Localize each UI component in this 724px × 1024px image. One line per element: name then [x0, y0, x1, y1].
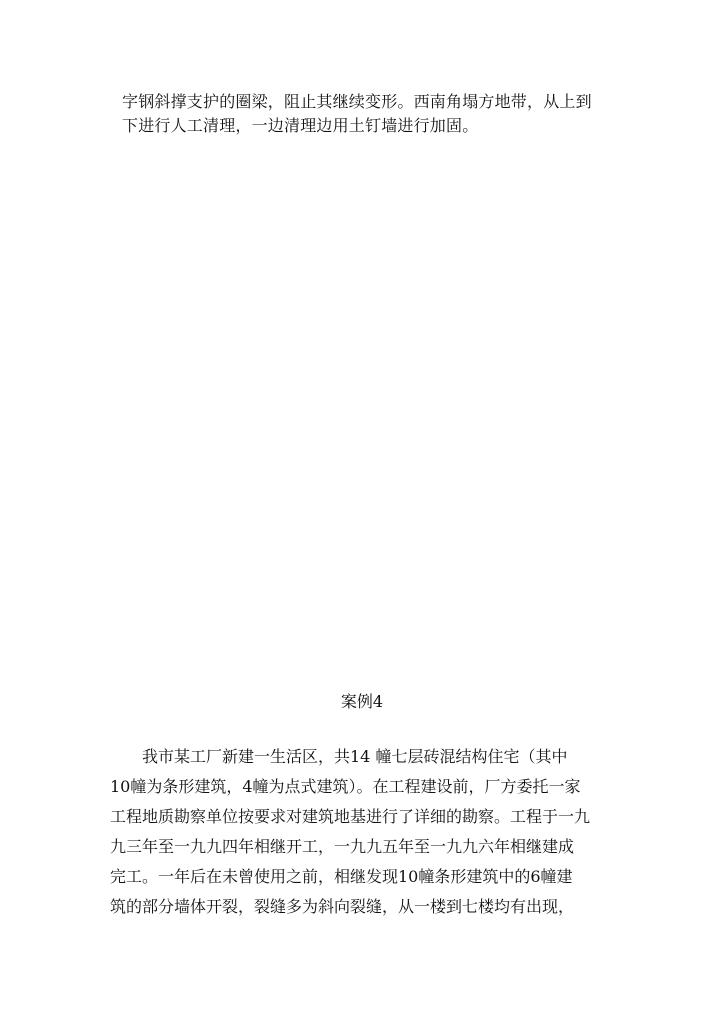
- continued-paragraph: [122, 90, 622, 138]
- paragraph-line: 我市某工厂新建一生活区，共14 幢七层砖混结构住宅（其中: [110, 747, 568, 766]
- paragraph-line: 下进行人工清理，一边清理边用土钉墙进行加固。: [122, 116, 479, 135]
- paragraph-line: 完工。一年后在未曾使用之前，相继发现10幢条形建筑中的6幢建: [110, 867, 573, 886]
- paragraph-line: 10幢为条形建筑，4幢为点式建筑）。在工程建设前，厂方委托一家: [110, 777, 581, 796]
- paragraph-line: 字钢斜撑支护的圈梁，阻止其继续变形。西南角塌方地带，从上到: [122, 92, 592, 111]
- case-heading: 案例4: [340, 692, 384, 711]
- paragraph-line: 工程地质勘察单位按要求对建筑地基进行了详细的勘察。工程于一九: [110, 807, 591, 826]
- paragraph-line: 九三年至一九九四年相继开工，一九九五年至一九九六年相继建成: [110, 837, 575, 856]
- paragraph-line: 筑的部分墙体开裂，裂缝多为斜向裂缝，从一楼到七楼均有出现，: [110, 897, 575, 916]
- case-paragraph: [110, 742, 620, 922]
